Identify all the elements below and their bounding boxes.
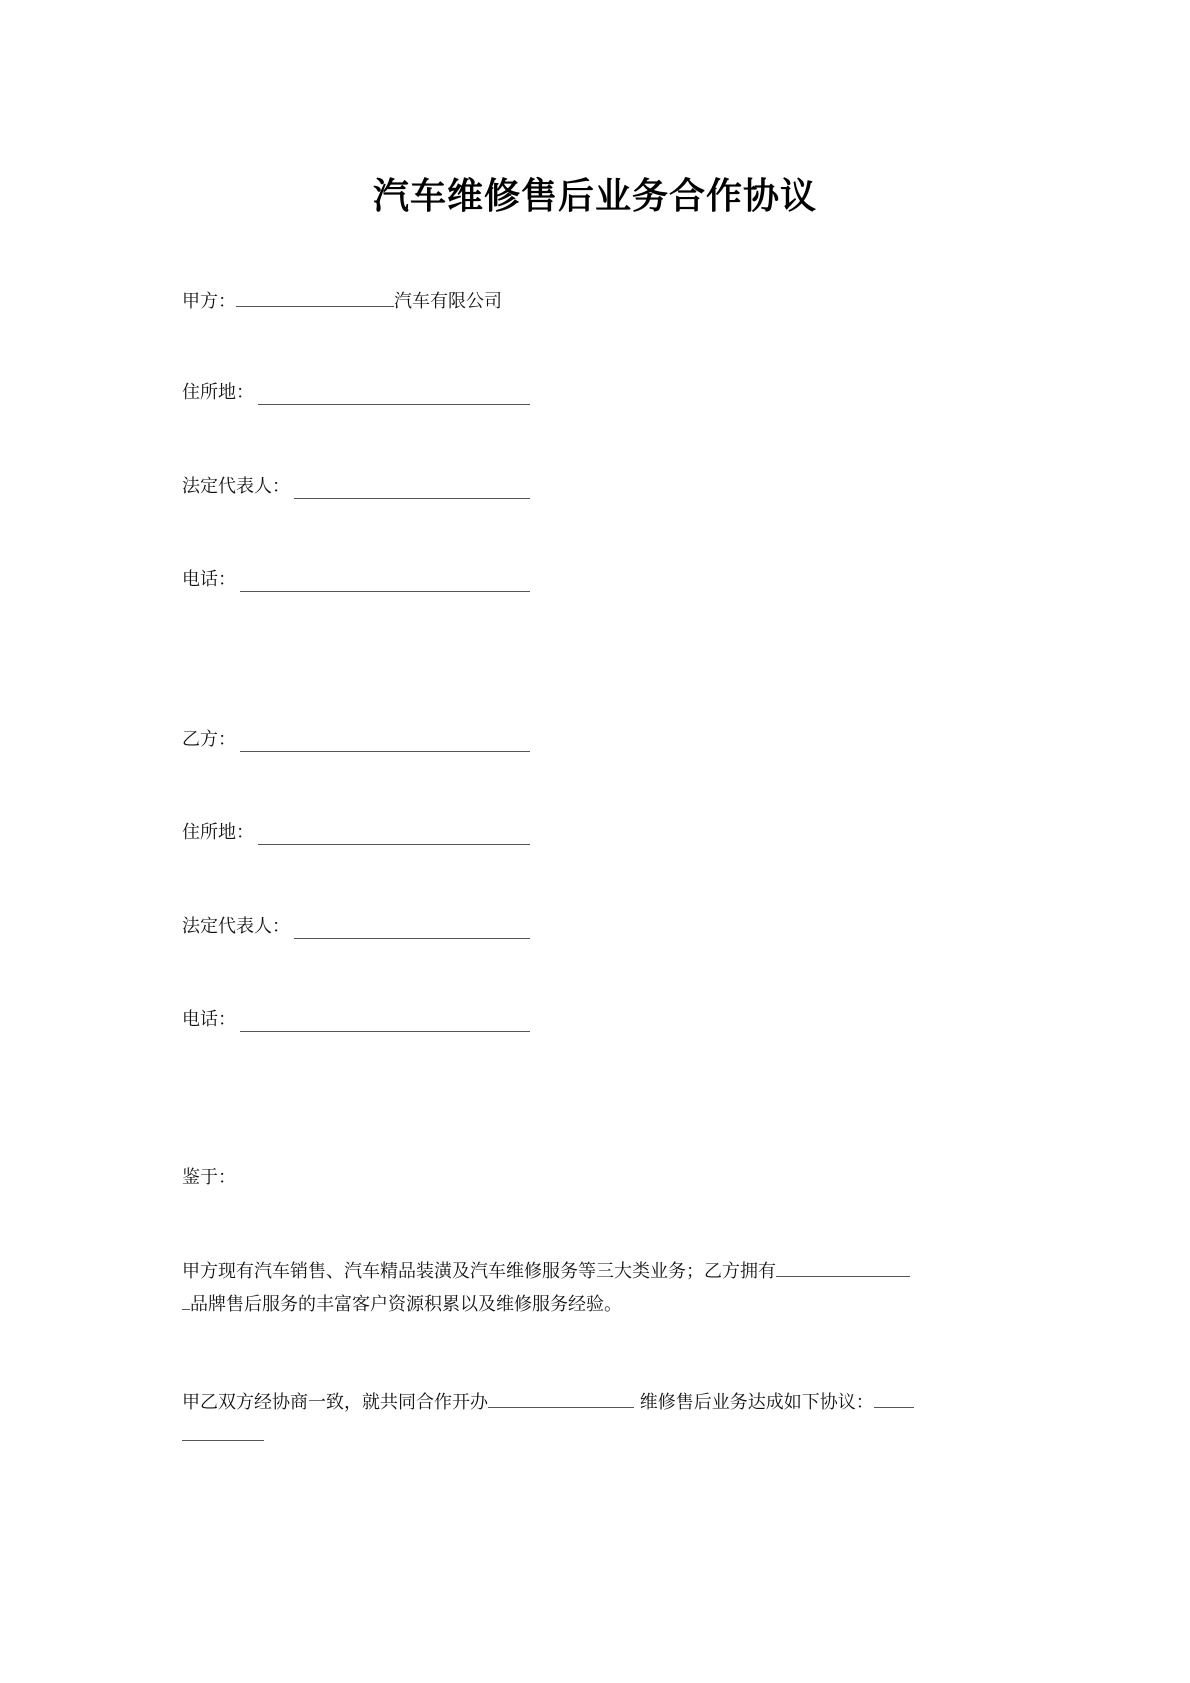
party-b-name-blank[interactable] bbox=[240, 733, 530, 752]
paragraph2-text-b: 维修售后业务达成如下协议： bbox=[634, 1392, 874, 1413]
party-a-line bbox=[182, 288, 502, 314]
party-b-address-blank[interactable] bbox=[258, 826, 530, 845]
paragraph-agreement bbox=[182, 1386, 1018, 1452]
paragraph-background bbox=[182, 1255, 1018, 1321]
trailing-blank[interactable] bbox=[874, 1389, 914, 1408]
party-b-rep-field bbox=[182, 915, 530, 939]
party-b-rep-blank[interactable] bbox=[294, 920, 530, 939]
party-b-phone-blank[interactable] bbox=[240, 1013, 530, 1032]
trailing-blank-continued[interactable] bbox=[182, 1422, 264, 1441]
party-a-rep-field bbox=[182, 475, 530, 499]
business-name-blank[interactable] bbox=[488, 1389, 634, 1408]
paragraph1-text-a: 甲方现有汽车销售、汽车精品装潢及汽车维修服务等三大类业务；乙方拥有 bbox=[182, 1261, 776, 1282]
party-a-name-blank[interactable] bbox=[236, 288, 394, 307]
party-b-address-field bbox=[182, 821, 530, 845]
party-a-label: 甲方： bbox=[182, 291, 236, 312]
party-a-rep-blank[interactable] bbox=[294, 480, 530, 499]
party-a-address-label: 住所地： bbox=[182, 382, 254, 403]
party-a-phone-label: 电话： bbox=[182, 569, 236, 590]
party-b-label: 乙方： bbox=[182, 729, 236, 750]
whereas-label: 鉴于： bbox=[182, 1167, 236, 1188]
brand-blank[interactable] bbox=[776, 1258, 910, 1277]
paragraph1-text-b: 品牌售后服务的丰富客户资源积累以及维修服务经验。 bbox=[190, 1294, 622, 1315]
paragraph2-text-a: 甲乙双方经协商一致，就共同合作开办 bbox=[182, 1392, 488, 1413]
party-a-phone-field bbox=[182, 568, 530, 592]
party-b-name-field bbox=[182, 728, 530, 752]
brand-blank-continued[interactable] bbox=[182, 1291, 190, 1310]
document-title: 汽车维修售后业务合作协议 bbox=[372, 176, 817, 217]
party-a-address-blank[interactable] bbox=[258, 386, 530, 405]
party-a-phone-blank[interactable] bbox=[240, 573, 530, 592]
party-a-suffix: 汽车有限公司 bbox=[394, 291, 502, 312]
party-b-address-label: 住所地： bbox=[182, 822, 254, 843]
party-a-rep-label: 法定代表人： bbox=[182, 476, 290, 497]
party-b-rep-label: 法定代表人： bbox=[182, 916, 290, 937]
party-a-address-field bbox=[182, 381, 530, 405]
party-b-phone-label: 电话： bbox=[182, 1009, 236, 1030]
party-b-phone-field bbox=[182, 1008, 530, 1032]
